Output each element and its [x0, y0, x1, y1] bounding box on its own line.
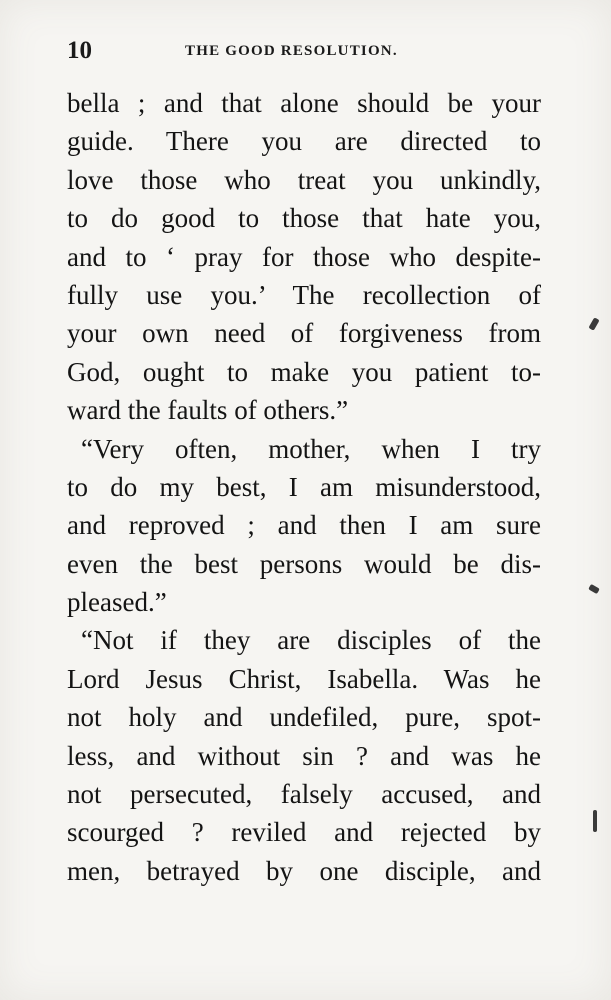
text-line: bella ; and that alone should be your [67, 88, 541, 118]
text-line: Lord Jesus Christ, Isabella. Was he [67, 663, 541, 694]
edge-blemish [588, 584, 600, 594]
text-line: and reproved ; and then I am sure [67, 510, 541, 541]
text-line: your own need of forgiveness from [67, 318, 541, 349]
text-line: pleased.” [67, 587, 167, 618]
text-line: God, ought to make you patient to- [67, 356, 541, 387]
text-line: to do good to those that hate you, [67, 203, 541, 234]
text-line: scourged ? reviled and rejected by [67, 817, 541, 848]
text-line: less, and without sin ? and was he [67, 740, 541, 771]
text-line: not holy and undefiled, pure, spot- [67, 702, 541, 733]
text-line: even the best persons would be dis- [67, 548, 541, 579]
edge-blemish [593, 810, 597, 832]
page-number: 10 [67, 37, 92, 64]
page-header [67, 36, 537, 66]
text-line: not persecuted, falsely accused, and [67, 779, 541, 810]
text-line: ward the faults of others.” [67, 395, 349, 426]
text-line: to do my best, I am misunderstood, [67, 471, 541, 502]
body-text [67, 84, 541, 890]
text-line: fully use you.’ The recollection of [67, 279, 541, 310]
text-line: men, betrayed by one disciple, and [67, 855, 541, 886]
text-line: and to ‘ pray for those who despite- [67, 241, 541, 272]
text-line: “Very often, mother, when I try [81, 433, 541, 464]
edge-blemish [588, 317, 599, 330]
text-line: “Not if they are disciples of the [81, 625, 541, 656]
text-line: love those who treat you unkindly, [67, 164, 541, 195]
running-title: THE GOOD RESOLUTION. [185, 43, 398, 59]
text-line: guide. There you are directed to [67, 126, 541, 157]
